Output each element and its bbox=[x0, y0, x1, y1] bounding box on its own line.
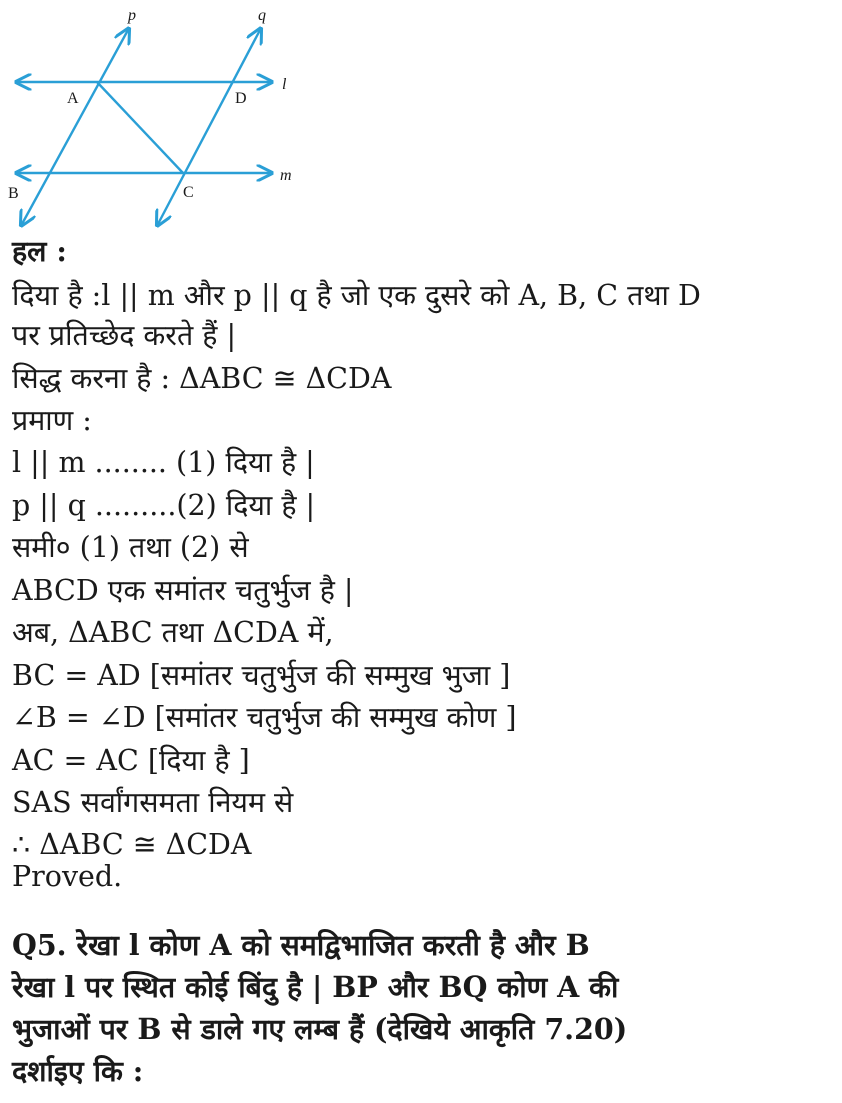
proof-step-5: अब, ΔABC तथा ΔCDA में, bbox=[12, 616, 334, 649]
question-line-4: दर्शाइए कि : bbox=[12, 1054, 144, 1088]
given-line-2: पर प्रतिच्छेद करते हैं | bbox=[12, 319, 237, 352]
line-q bbox=[158, 30, 260, 224]
parallelogram-figure bbox=[0, 0, 320, 232]
proof-label: प्रमाण : bbox=[12, 404, 92, 437]
label-q: q bbox=[258, 7, 266, 24]
label-l: l bbox=[282, 76, 287, 93]
question-line-1: Q5. रेखा l कोण A को समद्विभाजित करती है और B bbox=[12, 928, 590, 962]
label-b: B bbox=[8, 185, 19, 202]
line-p bbox=[22, 30, 128, 224]
label-d: D bbox=[235, 90, 247, 107]
label-a: A bbox=[67, 90, 79, 107]
given-line-1: दिया है :l || m और p || q है जो एक दुसरे को A, B, C तथा D bbox=[12, 279, 701, 312]
proof-step-7: ∠B = ∠D [समांतर चतुर्भुज की सम्मुख कोण ] bbox=[12, 701, 517, 734]
proof-step-3: समी० (1) तथा (2) से bbox=[12, 531, 249, 564]
solution-heading: हल : bbox=[12, 234, 67, 268]
proof-step-10: ∴ ΔABC ≅ ΔCDA bbox=[12, 828, 252, 861]
proof-step-2: p || q .........(2) दिया है | bbox=[12, 489, 316, 522]
proof-step-4: ABCD एक समांतर चतुर्भुज है | bbox=[12, 574, 354, 607]
label-p: p bbox=[128, 7, 136, 24]
diagonal-ac bbox=[97, 82, 183, 173]
proof-step-8: AC = AC [दिया है ] bbox=[12, 744, 250, 777]
to-prove: सिद्ध करना है : ΔABC ≅ ΔCDA bbox=[12, 362, 392, 395]
question-line-2: रेखा l पर स्थित कोई बिंदु है | BP और BQ कोण A की bbox=[12, 970, 619, 1004]
proof-step-6: BC = AD [समांतर चतुर्भुज की सम्मुख भुजा ] bbox=[12, 659, 511, 692]
label-m: m bbox=[280, 167, 292, 184]
proof-step-1: l || m ........ (1) दिया है | bbox=[12, 446, 315, 479]
label-c: C bbox=[183, 184, 194, 201]
question-line-3: भुजाओं पर B से डाले गए लम्ब हैं (देखिये आकृति 7.20) bbox=[12, 1012, 628, 1046]
proved-text: Proved. bbox=[12, 860, 123, 893]
proof-step-9: SAS सर्वांगसमता नियम से bbox=[12, 786, 294, 819]
